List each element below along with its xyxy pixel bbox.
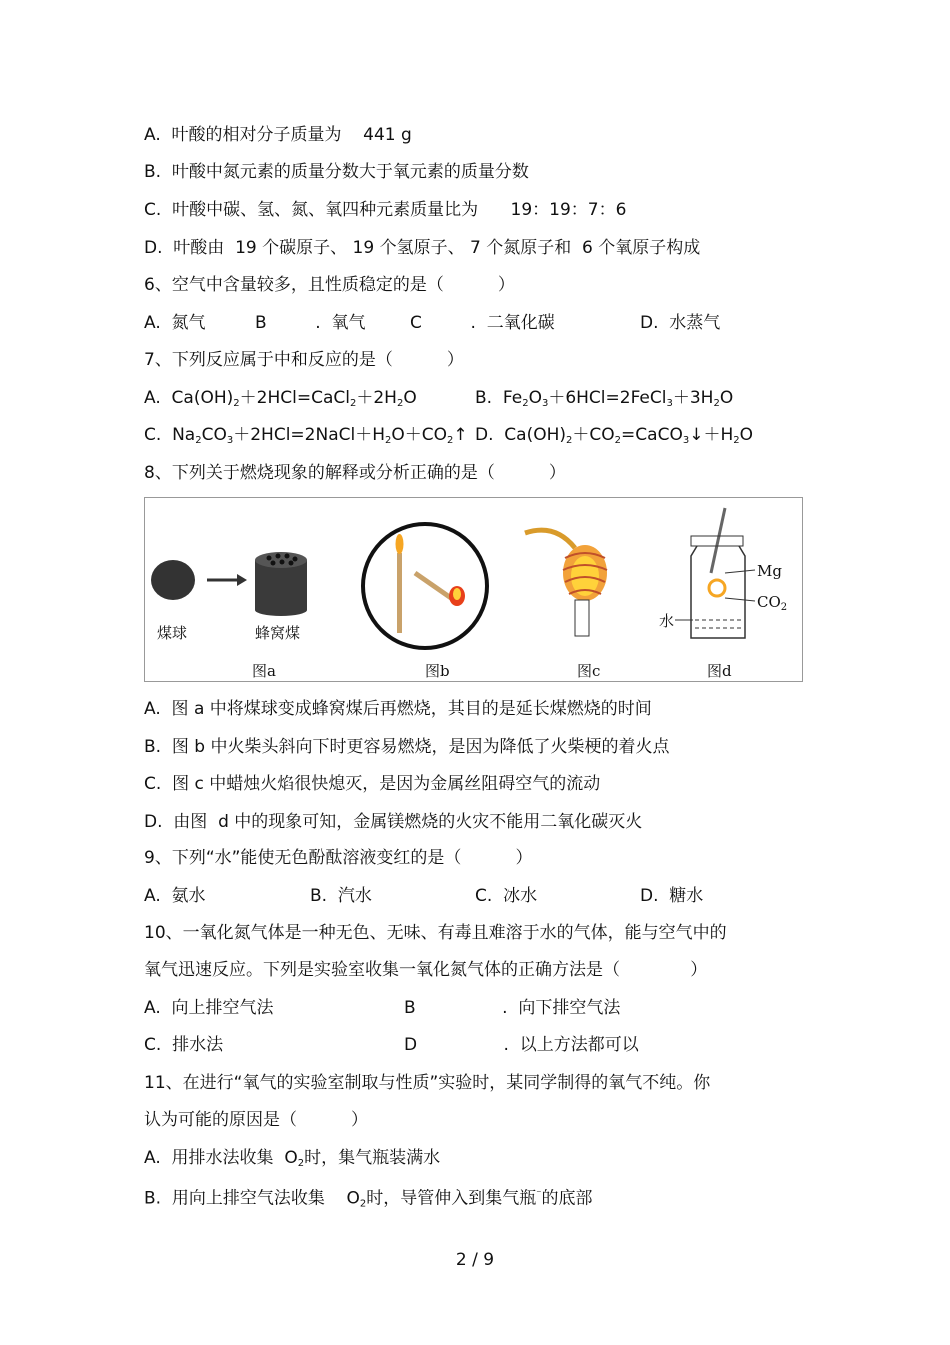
q6-option-a: A. 氮气 — [144, 313, 206, 333]
q11-option-b: B. 用向上排空气法收集 $O_2$时，导管伸入到集气瓶⁻的底部 — [144, 1188, 593, 1210]
q8-option-b: B. 图 b 中火柴头斜向下时更容易燃烧，是因为降低了火柴梗的着火点 — [144, 737, 670, 757]
fig-c-label: 图c — [577, 662, 601, 680]
q7-stem: 7、下列反应属于中和反应的是（ ） — [144, 350, 464, 370]
fig-d-label: 图d — [707, 662, 732, 680]
q6-option-c: C . 二氧化碳 — [410, 313, 555, 333]
q8-stem: 8、下列关于燃烧现象的解释或分析正确的是（ ） — [144, 463, 566, 483]
q10-option-b: B . 向下排空气法 — [404, 998, 621, 1018]
q9-option-a: A. 氨水 — [144, 886, 206, 906]
mg-label: Mg — [757, 562, 782, 580]
gas-jar-icon — [675, 508, 755, 638]
q7-option-b: B. $Fe_2O_3+6HCl=2FeCl_3+3H_2O$ — [475, 388, 734, 409]
q9-option-c: C. 冰水 — [475, 886, 538, 906]
candle-coil-icon — [525, 530, 607, 636]
q5-option-d: D. 叶酸由 19 个碳原子、 19 个氢原子、 7 个氮原子和 6 个氧原子构成 — [144, 238, 701, 258]
q10-option-d: D . 以上方法都可以 — [404, 1035, 639, 1055]
q5-option-c: C. 叶酸中碳、氢、氮、氧四种元素质量比为 19：19：7：6 — [144, 200, 627, 220]
q10-option-c: C. 排水法 — [144, 1035, 224, 1055]
q8-option-c: C. 图 c 中蜡烛火焰很快熄灭，是因为金属丝阻碍空气的流动 — [144, 774, 601, 794]
fig-a-label: 图a — [252, 662, 276, 680]
q11-stem-1: 11、在进行“氧气的实验室制取与性质”实验时，某同学制得的氧气不纯。你 — [144, 1073, 711, 1093]
coal-ball-icon — [151, 560, 195, 600]
water-label: 水 — [659, 612, 675, 630]
coal-ball-label: 煤球 — [157, 624, 188, 642]
q6-option-b: B . 氧气 — [255, 313, 366, 333]
match-circle — [363, 524, 487, 648]
q9-option-d: D. 糖水 — [640, 886, 704, 906]
q7-option-d: D. $Ca(OH)_2+CO_2=CaCO_3↓+H_2O$ — [475, 425, 754, 446]
q5-option-b: B. 叶酸中氮元素的质量分数大于氧元素的质量分数 — [144, 162, 529, 182]
q8-option-a: A. 图 a 中将煤球变成蜂窝煤后再燃烧，其目的是延长煤燃烧的时间 — [144, 699, 652, 719]
fig-b-label: 图b — [425, 662, 450, 680]
q7-option-a: A. $Ca(OH)_2+2HCl=CaCl_2+2H_2O$ — [144, 388, 417, 409]
q9-option-b: B. 汽水 — [310, 886, 372, 906]
q11-stem-2: 认为可能的原因是（ ） — [144, 1110, 369, 1130]
combustion-figure-drawing — [145, 498, 802, 681]
page-indicator: 2 / 9 — [455, 1250, 495, 1270]
co2-label: $CO_2$ — [757, 593, 788, 613]
honeycomb-label: 蜂窝煤 — [255, 624, 301, 642]
q5-option-a: A. 叶酸的相对分子质量为 441 g — [144, 125, 412, 145]
upright-match-icon — [396, 534, 404, 633]
tilted-match-icon — [415, 573, 465, 606]
q9-stem: 9、下列“水”能使无色酚酞溶液变红的是（ ） — [144, 848, 533, 868]
q10-stem-2: 氧气迅速反应。下列是实验室收集一氧化氮气体的正确方法是（ ） — [144, 960, 708, 980]
combustion-figure — [144, 497, 803, 682]
q7-option-c: C. $Na_2CO_3+2HCl=2NaCl+H_2O+CO_2↑$ — [144, 425, 468, 446]
q10-option-a: A. 向上排空气法 — [144, 998, 274, 1018]
q6-option-d: D. 水蒸气 — [640, 313, 721, 333]
q8-option-d: D. 由图 d 中的现象可知，金属镁燃烧的火灾不能用二氧化碳灭火 — [144, 812, 643, 832]
q10-stem-1: 10、一氧化氮气体是一种无色、无味、有毒且难溶于水的气体，能与空气中的 — [144, 923, 727, 943]
q11-option-a: A. 用排水法收集 $O_2$时，集气瓶装满水 — [144, 1148, 441, 1169]
honeycomb-coal-icon — [255, 552, 307, 616]
q6-stem: 6、空气中含量较多，且性质稳定的是（ ） — [144, 275, 515, 295]
